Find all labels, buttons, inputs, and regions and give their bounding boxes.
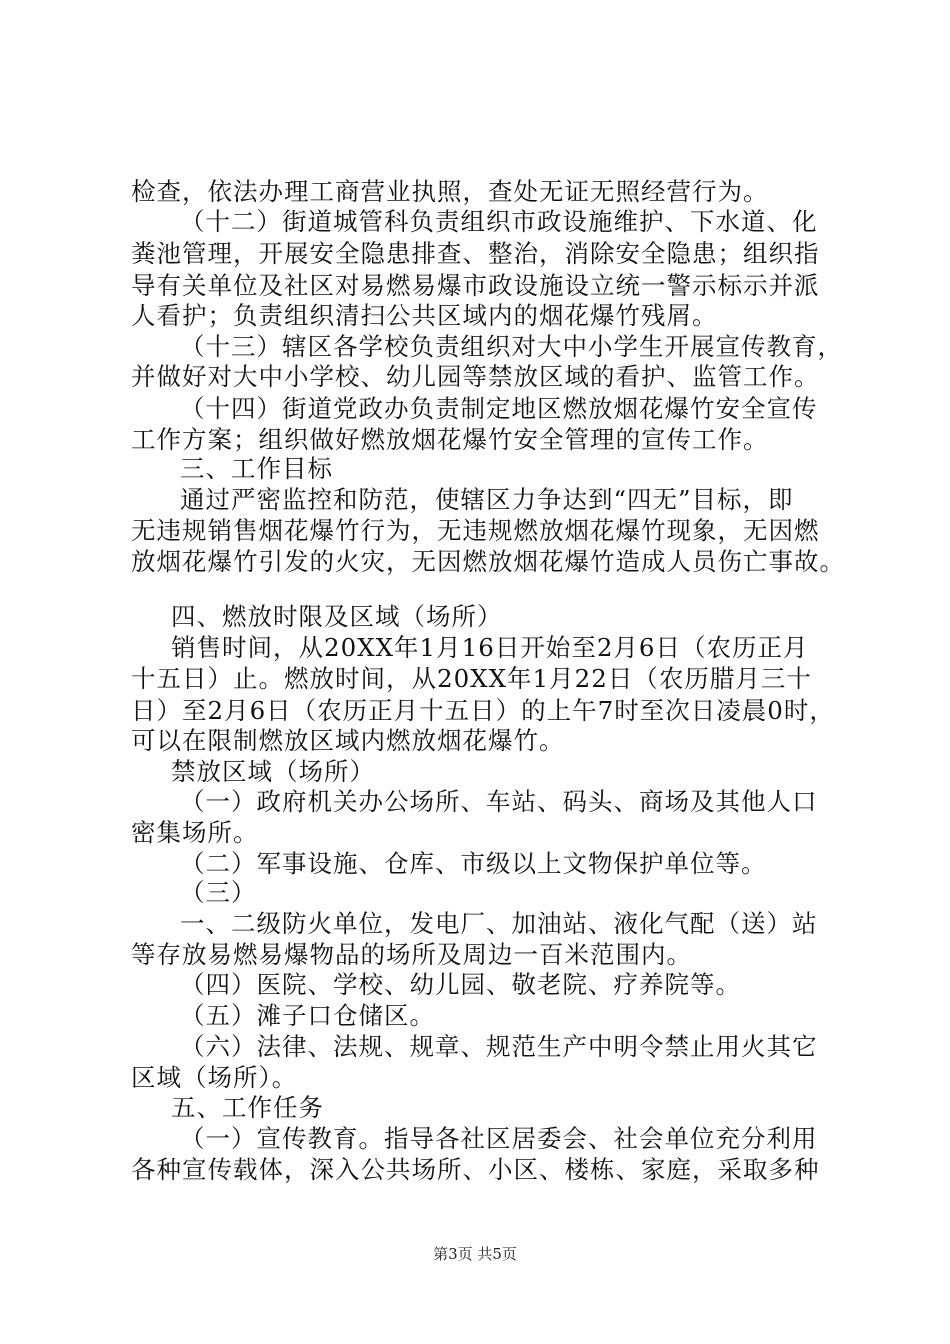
text-line: 销售时间，从20XX年1月16日开始至2月6日（农历正月 [171, 633, 809, 662]
page-footer: 第3页 共5页 [433, 1245, 517, 1263]
text-line: 十五日）止。燃放时间，从20XX年1月22日（农历腊月三十 [131, 664, 812, 693]
text-line: （四）医院、学校、幼儿园、敬老院、疗养院等。 [180, 970, 741, 999]
text-line: 工作方案；组织做好燃放烟花爆竹安全管理的宣传工作。 [131, 425, 769, 454]
text-line: 人看护；负责组织清扫公共区域内的烟花爆竹残屑。 [131, 301, 718, 330]
text-line: 并做好对大中小学校、幼儿园等禁放区域的看护、监管工作。 [131, 362, 820, 391]
text-line: 一、二级防火单位，发电厂、加油站、液化气配（送）站 [180, 909, 818, 938]
text-line: （十四）街道党政办负责制定地区燃放烟花爆竹安全宣传 [180, 394, 818, 423]
text-line: 通过严密监控和防范，使辖区力争达到“四无”目标，即 [180, 485, 794, 514]
text-line: 无违规销售烟花爆竹行为，无违规燃放烟花爆竹现象，无因燃 [131, 516, 820, 545]
text-line: （五）滩子口仓储区。 [180, 1001, 435, 1030]
text-line: （十二）街道城管科负责组织市政设施维护、下水道、化 [180, 207, 818, 236]
text-line: （二）军事设施、仓库、市级以上文物保护单位等。 [180, 849, 767, 878]
text-line: 区域（场所）。 [131, 1063, 298, 1092]
text-line: （三） [180, 878, 257, 907]
section-heading: 五、工作任务 [171, 1093, 324, 1122]
text-line: 禁放区域（场所） [171, 757, 375, 786]
text-line: 导有关单位及社区对易燃易爆市政设施设立统一警示标示并派 [131, 271, 820, 300]
text-line: （一）政府机关办公场所、车站、码头、商场及其他人口 [180, 787, 818, 816]
text-line: （十三）辖区各学校负责组织对大中小学生开展宣传教育， [180, 332, 843, 361]
text-line: （一）宣传教育。指导各社区居委会、社会单位充分利用 [180, 1124, 818, 1153]
text-line: 检查，依法办理工商营业执照，查处无证无照经营行为。 [131, 177, 769, 206]
text-line: 可以在限制燃放区域内燃放烟花爆竹。 [131, 726, 565, 755]
text-line: 放烟花爆竹引发的火灾，无因燃放烟花爆竹造成人员伤亡事故。 [131, 547, 845, 576]
text-line: 粪池管理，开展安全隐患排查、整治，消除安全隐患；组织指 [131, 239, 820, 268]
text-line: 各种宣传载体，深入公共场所、小区、楼栋、家庭，采取多种 [131, 1155, 820, 1184]
text-line: 密集场所。 [131, 818, 259, 847]
text-line: （六）法律、法规、规章、规范生产中明令禁止用火其它 [180, 1032, 818, 1061]
section-heading: 四、燃放时限及区域（场所） [171, 602, 503, 631]
text-line: 等存放易燃易爆物品的场所及周边一百米范围内。 [131, 940, 692, 969]
section-heading: 三、工作目标 [180, 454, 333, 483]
text-line: 日）至2月6日（农历正月十五日）的上午7时至次日凌晨0时， [131, 696, 835, 725]
